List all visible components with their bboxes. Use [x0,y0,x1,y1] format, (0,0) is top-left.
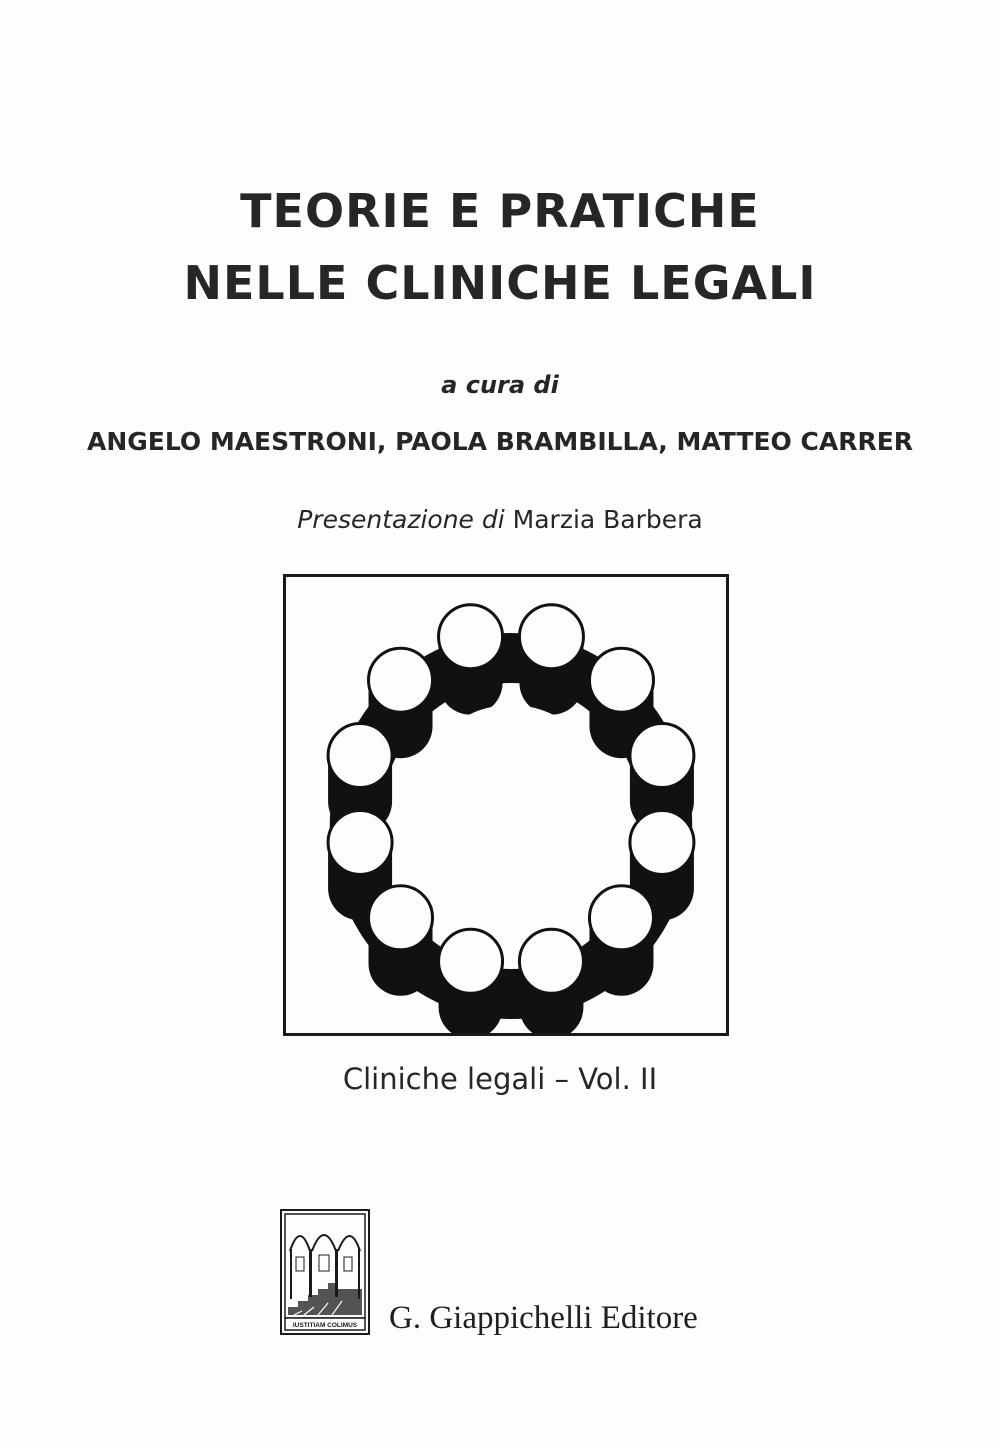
emblem-circle [630,724,694,788]
editors: ANGELO MAESTRONI, PAOLA BRAMBILLA, MATTEO CARRER [86,427,914,456]
emblem-circle [439,605,503,669]
editors-label: a cura di [441,371,559,399]
emblem-circle [630,810,694,874]
ring-of-circles-emblem-icon [286,577,726,1033]
publisher-logo [280,1209,370,1335]
emblem-circle [439,929,503,993]
publisher-motto: IUSTITIAM COLIMUS [292,1322,358,1329]
emblem-circle [369,648,433,712]
emblem-circle [519,929,583,993]
presentation-author: Marzia Barbera [512,505,703,534]
emblem-circle [369,886,433,950]
emblem-circle [328,724,392,788]
emblem-circle [589,886,653,950]
emblem-circle [519,605,583,669]
palazzo-staircase-icon [282,1211,368,1333]
presentation-line [0,505,1000,534]
presentation-label: Presentazione di [297,505,505,534]
emblem-circle [328,810,392,874]
series-label: Cliniche legali – Vol. II [342,1062,658,1096]
emblem-circle [589,648,653,712]
title-line-1: TEORIE E PRATICHE [240,184,760,238]
emblem-center [413,705,609,905]
title-line-2: NELLE CLINICHE LEGALI [183,256,817,310]
cover-emblem-frame [283,574,729,1036]
publisher-name: G. Giappichelli Editore [389,1300,698,1336]
